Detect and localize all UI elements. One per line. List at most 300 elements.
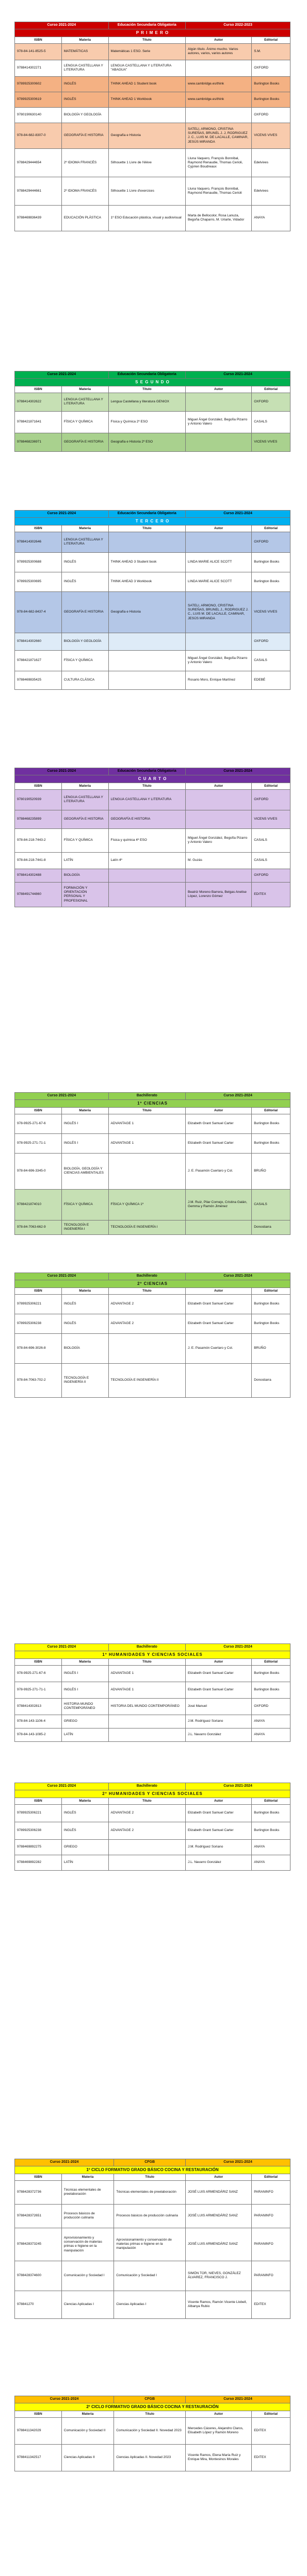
- col-editorial: Editorial: [252, 1107, 290, 1114]
- table-row: [15, 650, 290, 671]
- stage-label: CFGB: [114, 2159, 186, 2166]
- course-title: P R I M E R O: [15, 29, 290, 37]
- col-materia: Materia: [61, 1658, 108, 1665]
- editorial-cell: OXFORD: [252, 633, 290, 650]
- curso-right: Curso 2021-2024: [186, 2396, 290, 2403]
- editorial-cell: EDITEX: [252, 2417, 290, 2444]
- titulo-cell: ADVANTAGE 2: [108, 1822, 186, 1839]
- materia-cell: LATÍN: [61, 1855, 108, 1870]
- table-row: [15, 2444, 290, 2471]
- table-row: [15, 1220, 290, 1234]
- editorial-cell: Burlington Books: [252, 1114, 290, 1133]
- section-primero: [14, 22, 290, 231]
- books-table-tercero: [14, 510, 290, 690]
- col-titulo: Título: [114, 2174, 186, 2180]
- col-isbn: ISBN: [15, 1287, 62, 1294]
- materia-cell: INGLÉS: [61, 92, 108, 107]
- editorial-cell: PARANINFO: [252, 2261, 290, 2291]
- autor-cell: Mercedes Cáceres, Alejandro Claros, Elisabeth López y Ramón Moreno: [186, 2417, 252, 2444]
- titulo-cell: [108, 650, 186, 671]
- col-materia: Materia: [61, 525, 108, 532]
- col-materia: Materia: [61, 1287, 108, 1294]
- autor-cell: Elizabeth Grant Samuel Carter: [186, 1314, 252, 1333]
- materia-cell: LENGUA CASTELLANA Y LITERATURA: [61, 393, 108, 411]
- col-autor: Autor: [186, 37, 252, 43]
- autor-cell: [186, 869, 252, 882]
- titulo-cell: ADVANTAGE 1: [108, 1133, 186, 1153]
- isbn-cell: 9788428372651: [15, 2204, 62, 2228]
- autor-cell: JOSÉ LUIS ARMENDÁRIZ SANZ: [186, 2204, 252, 2228]
- col-editorial: Editorial: [252, 1658, 290, 1665]
- col-materia: Materia: [61, 1798, 108, 1804]
- col-isbn: ISBN: [15, 386, 62, 393]
- col-titulo: Título: [108, 1658, 186, 1665]
- titulo-cell: [108, 633, 186, 650]
- autor-cell: Marta de Bellocolor, Rosa Lanuza, Begoña Chaparro, M. Uriarte, Vidador: [186, 205, 252, 231]
- titulo-cell: Comunicación y Sociedad I: [114, 2261, 186, 2291]
- autor-cell: SIMÓN TOR, NIEVES, GONZÁLEZ ÁLVAREZ, FRANCISCO J.: [186, 2261, 252, 2291]
- table-row: [15, 2228, 290, 2261]
- editorial-cell: VICENS VIVES: [252, 123, 290, 148]
- materia-cell: INGLÉS: [61, 552, 108, 572]
- autor-cell: [186, 433, 252, 451]
- books-table-cfgb2: [14, 2396, 290, 2471]
- col-materia: Materia: [61, 2174, 114, 2180]
- materia-cell: Procesos básicos de producción culinaria: [61, 2204, 114, 2228]
- col-titulo: Título: [108, 525, 186, 532]
- col-titulo: Título: [108, 1798, 186, 1804]
- autor-cell: [186, 60, 252, 76]
- col-titulo: Título: [108, 37, 186, 43]
- col-autor: Autor: [186, 783, 252, 789]
- curso-left: Curso 2021-2024: [15, 1273, 109, 1280]
- col-titulo: Título: [108, 783, 186, 789]
- table-row: [15, 1153, 290, 1189]
- titulo-cell: Física y Química 2º ESO: [108, 411, 186, 433]
- titulo-cell: 1º ESO Educación plástica, visual y audiovisual: [108, 205, 186, 231]
- materia-cell: 2º IDIOMA FRANCÉS: [61, 148, 108, 177]
- table-row: [15, 2261, 290, 2291]
- isbn-cell: 978-84-7063-702-2: [15, 1363, 62, 1397]
- col-isbn: ISBN: [15, 2411, 62, 2417]
- isbn-cell: 978-9925-271-71-1: [15, 1682, 62, 1698]
- table-row: [15, 882, 290, 907]
- table-row: [15, 205, 290, 231]
- materia-cell: INGLÉS: [61, 76, 108, 92]
- stage-label: Educación Secundaria Obligatoria: [108, 768, 186, 775]
- materia-cell: INGLÉS: [61, 572, 108, 591]
- editorial-cell: VICENS VIVES: [252, 433, 290, 451]
- materia-cell: BIOLOGÍA, GEOLOGÍA Y CIENCIAS AMBIENTALES: [61, 1153, 108, 1189]
- autor-cell: Vicente Ramos, Elena María Ruiz y Enrique Mira, Montesinos Morales: [186, 2444, 252, 2471]
- section-hum2: [14, 1783, 290, 1871]
- table-row: [15, 1682, 290, 1698]
- curso-left: Curso 2021-2024: [15, 22, 109, 29]
- editorial-cell: Burlington Books: [252, 1804, 290, 1822]
- autor-cell: SATELI, ARMONO, CRISTINA SUREÑAS, BRUNEL J., RODRIGUEZ J. C., LUIS M. DE LACALLE, CAMINAR, JESÚS MIRANDA: [186, 591, 252, 633]
- autor-cell: [186, 532, 252, 552]
- editorial-cell: CASALS: [252, 650, 290, 671]
- section-tercero: [14, 510, 290, 690]
- autor-cell: [186, 1363, 252, 1397]
- materia-cell: LENGUA CASTELLANA Y LITERATURA: [61, 789, 108, 810]
- materia-cell: Comunicación y Sociedad I: [61, 2261, 114, 2291]
- isbn-cell: 9788429444661: [15, 177, 62, 205]
- editorial-cell: Burlington Books: [252, 1665, 290, 1682]
- isbn-cell: 9788414302488: [15, 869, 62, 882]
- curso-right: Curso 2022-2023: [186, 22, 290, 29]
- titulo-cell: [108, 1728, 186, 1741]
- col-materia: Materia: [61, 1107, 108, 1114]
- col-editorial: Editorial: [252, 1287, 290, 1294]
- col-isbn: ISBN: [15, 2174, 62, 2180]
- editorial-cell: CASALS: [252, 852, 290, 869]
- table-row: [15, 1665, 290, 1682]
- autor-cell: Elizabeth Grant Samuel Carter: [186, 1665, 252, 1682]
- materia-cell: GEOGRAFÍA E HISTORIA: [61, 123, 108, 148]
- titulo-cell: Latín 4º: [108, 852, 186, 869]
- editorial-cell: ANAYA: [252, 1728, 290, 1741]
- editorial-cell: Donostiarra: [252, 1220, 290, 1234]
- section-bach2-ciencias: [14, 1273, 290, 1398]
- isbn-cell: 978-9925-271-67-6: [15, 1114, 62, 1133]
- course-title: 1º CIENCIAS: [15, 1099, 290, 1107]
- materia-cell: LENGUA CASTELLANA Y LITERATURA: [61, 532, 108, 552]
- curso-right: Curso 2021-2024: [186, 1273, 290, 1280]
- col-editorial: Editorial: [252, 2411, 290, 2417]
- table-row: [15, 852, 290, 869]
- table-row: [15, 1114, 290, 1133]
- editorial-cell: Edelvives: [252, 148, 290, 177]
- editorial-cell: EDITEX: [252, 2444, 290, 2471]
- isbn-cell: 9789925306221: [15, 1804, 62, 1822]
- table-row: [15, 148, 290, 177]
- isbn-cell: 978-84-141-8525-5: [15, 43, 62, 60]
- curso-left: Curso 2021-2024: [15, 511, 109, 518]
- titulo-cell: Matemáticas 1 ESO. Serie: [108, 43, 186, 60]
- titulo-cell: Procesos básicos de producción culinaria: [114, 2204, 186, 2228]
- table-row: [15, 43, 290, 60]
- col-isbn: ISBN: [15, 1658, 62, 1665]
- editorial-cell: EDITEX: [252, 882, 290, 907]
- editorial-cell: VICENS VIVES: [252, 591, 290, 633]
- stage-label: Educación Secundaria Obligatoria: [108, 511, 186, 518]
- autor-cell: J. E. Pasamón Cuerlaro y Col.: [186, 1333, 252, 1363]
- table-row: [15, 177, 290, 205]
- isbn-cell: 978-84-696-3026-8: [15, 1333, 62, 1363]
- col-editorial: Editorial: [252, 386, 290, 393]
- table-row: [15, 60, 290, 76]
- autor-cell: [186, 810, 252, 828]
- isbn-cell: 9788411342517: [15, 2444, 62, 2471]
- materia-cell: GEOGRAFÍA E HISTORIA: [61, 433, 108, 451]
- materia-cell: GRIEGO: [61, 1715, 108, 1728]
- autor-cell: JOSÉ LUIS ARMENDÁRIZ SANZ: [186, 2228, 252, 2261]
- materia-cell: BIOLOGÍA Y GEOLOGÍA: [61, 107, 108, 123]
- col-autor: Autor: [186, 525, 252, 532]
- titulo-cell: ADVANTAGE 1: [108, 1682, 186, 1698]
- editorial-cell: Burlington Books: [252, 1314, 290, 1333]
- course-title: 1º HUMANIDADES Y CIENCIAS SOCIALES: [15, 1651, 290, 1658]
- titulo-cell: [108, 107, 186, 123]
- materia-cell: LATÍN: [61, 1728, 108, 1741]
- autor-cell: LINDA MARIE ALICE SCOTT: [186, 572, 252, 591]
- autor-cell: [186, 393, 252, 411]
- materia-cell: INGLÉS I: [61, 1665, 108, 1682]
- titulo-cell: Ciencias Aplicadas I: [114, 2291, 186, 2318]
- books-table-bach2: [14, 1273, 290, 1398]
- autor-cell: Miguel Ángel González, Begoña Pizarro y Antonio Valero: [186, 411, 252, 433]
- isbn-cell: 978-84-143-1106-4: [15, 1715, 62, 1728]
- autor-cell: www.cambridge.es/think: [186, 92, 252, 107]
- autor-cell: Elizabeth Grant Samuel Carter: [186, 1133, 252, 1153]
- curso-right: Curso 2021-2024: [186, 768, 290, 775]
- autor-cell: Miguel Ángel González, Begoña Pizarro y Antonio Valero: [186, 650, 252, 671]
- editorial-cell: OXFORD: [252, 393, 290, 411]
- editorial-cell: OXFORD: [252, 869, 290, 882]
- editorial-cell: EDEBÉ: [252, 671, 290, 689]
- titulo-cell: Geografía e Historia: [108, 591, 186, 633]
- table-row: [15, 1855, 290, 1870]
- table-row: [15, 633, 290, 650]
- curso-right: Curso 2021-2024: [186, 1644, 290, 1651]
- isbn-cell: 9788469835425: [15, 671, 62, 689]
- isbn-cell: 9788468236971: [15, 433, 62, 451]
- editorial-cell: VICENS VIVES: [252, 810, 290, 828]
- autor-cell: J.L. Navarro González: [186, 1728, 252, 1741]
- materia-cell: INGLÉS: [61, 1294, 108, 1314]
- isbn-cell: 9788421874010: [15, 1189, 62, 1220]
- titulo-cell: [108, 1715, 186, 1728]
- books-table-bach1: [14, 1092, 290, 1235]
- col-materia: Materia: [61, 37, 108, 43]
- autor-cell: [186, 1220, 252, 1234]
- editorial-cell: Burlington Books: [252, 1682, 290, 1698]
- section-hum1: [14, 1643, 290, 1742]
- col-autor: Autor: [186, 1658, 252, 1665]
- col-editorial: Editorial: [252, 1798, 290, 1804]
- titulo-cell: ADVANTAGE 1: [108, 1665, 186, 1682]
- titulo-cell: LENGUA CASTELLANA Y LITERATURA: [108, 789, 186, 810]
- materia-cell: Comunicación y Sociedad II: [61, 2417, 114, 2444]
- autor-cell: José Manuel: [186, 1698, 252, 1715]
- isbn-cell: 9788414302813: [15, 1698, 62, 1715]
- editorial-cell: CASALS: [252, 411, 290, 433]
- editorial-cell: Burlington Books: [252, 572, 290, 591]
- table-row: [15, 123, 290, 148]
- table-row: [15, 1715, 290, 1728]
- isbn-cell: 978-84-218-7441-8: [15, 852, 62, 869]
- table-row: [15, 1333, 290, 1363]
- titulo-cell: [108, 1333, 186, 1363]
- editorial-cell: Burlington Books: [252, 1294, 290, 1314]
- materia-cell: LATÍN: [61, 852, 108, 869]
- materia-cell: MATEMÁTICAS: [61, 43, 108, 60]
- editorial-cell: CASALS: [252, 828, 290, 852]
- materia-cell: INGLÉS: [61, 1804, 108, 1822]
- table-row: [15, 2291, 290, 2318]
- table-row: [15, 532, 290, 552]
- isbn-cell: 978-84-682-8307-0: [15, 123, 62, 148]
- materia-cell: FORMACIÓN Y ORIENTACIÓN PERSONAL Y PROFESIONAL: [61, 882, 108, 907]
- materia-cell: Ciencias Aplicadas I: [61, 2291, 114, 2318]
- col-autor: Autor: [186, 386, 252, 393]
- isbn-cell: 9788469892275: [15, 1839, 62, 1855]
- titulo-cell: Geografía e Historia: [108, 123, 186, 148]
- autor-cell: J.M. Ruiz, Pilar Cornejo, Cristina Galán, Gemma y Ramón Jiménez: [186, 1189, 252, 1220]
- table-row: [15, 1839, 290, 1855]
- materia-cell: FÍSICA Y QUÍMICA: [61, 411, 108, 433]
- stage-label: Educación Secundaria Obligatoria: [108, 22, 186, 29]
- isbn-cell: 9789925300688: [15, 552, 62, 572]
- titulo-cell: Física y química 4º ESO: [108, 828, 186, 852]
- titulo-cell: TECNOLOGÍA E INGENIERÍA I: [108, 1220, 186, 1234]
- curso-right: Curso 2021-2024: [186, 1093, 290, 1100]
- editorial-cell: Burlington Books: [252, 76, 290, 92]
- col-materia: Materia: [61, 2411, 114, 2417]
- isbn-cell: 9788414302646: [15, 532, 62, 552]
- isbn-cell: 9788421871627: [15, 650, 62, 671]
- table-row: [15, 76, 290, 92]
- materia-cell: Aprovisionamiento y conservación de materias primas e higiene en la manipulación: [61, 2228, 114, 2261]
- materia-cell: Técnicas elementales de preelaboración: [61, 2180, 114, 2204]
- materia-cell: GRIEGO: [61, 1839, 108, 1855]
- stage-label: Bachillerato: [108, 1273, 186, 1280]
- course-title: 1º CICLO FORMATIVO GRADO BÁSICO COCINA Y RESTAURACIÓN: [15, 2166, 290, 2174]
- titulo-cell: [108, 671, 186, 689]
- editorial-cell: OXFORD: [252, 60, 290, 76]
- section-cfgb2: [14, 2396, 290, 2471]
- table-row: [15, 789, 290, 810]
- col-materia: Materia: [61, 386, 108, 393]
- titulo-cell: [108, 1855, 186, 1870]
- autor-cell: LINDA MARIE ALICE SCOTT: [186, 552, 252, 572]
- course-title: C U A R T O: [15, 775, 290, 783]
- col-autor: Autor: [186, 1287, 252, 1294]
- section-cuarto: [14, 768, 290, 907]
- titulo-cell: Técnicas elementales de preelaboración: [114, 2180, 186, 2204]
- autor-cell: Vicente Ramos, Ramón Vicente Llobell, Albanya Rubio: [186, 2291, 252, 2318]
- curso-right: Curso 2021-2024: [186, 511, 290, 518]
- isbn-cell: 9789925306221: [15, 1294, 62, 1314]
- materia-cell: CULTURA CLÁSICA: [61, 671, 108, 689]
- titulo-cell: Silhouette 1 Livre de l'élève: [108, 148, 186, 177]
- isbn-cell: 9788469836439: [15, 205, 62, 231]
- table-row: [15, 810, 290, 828]
- table-row: [15, 1189, 290, 1220]
- autor-cell: Elizabeth Grant Samuel Carter: [186, 1114, 252, 1133]
- table-row: [15, 1728, 290, 1741]
- materia-cell: INGLÉS: [61, 1822, 108, 1839]
- isbn-cell: 9789925300602: [15, 76, 62, 92]
- materia-cell: INGLÉS I: [61, 1133, 108, 1153]
- books-table-hum2: [14, 1783, 290, 1871]
- course-title: 2º HUMANIDADES Y CIENCIAS SOCIALES: [15, 1790, 290, 1798]
- col-autor: Autor: [186, 2174, 252, 2180]
- isbn-cell: 9788421871641: [15, 411, 62, 433]
- autor-cell: Elizabeth Grant Samuel Carter: [186, 1804, 252, 1822]
- materia-cell: GEOGRAFÍA E HISTORIA: [61, 810, 108, 828]
- isbn-cell: 9788414302622: [15, 393, 62, 411]
- section-cfgb1: [14, 2159, 290, 2319]
- isbn-cell: 978-84-143-1085-2: [15, 1728, 62, 1741]
- isbn-cell: 978-9925-271-67-6: [15, 1665, 62, 1682]
- editorial-cell: ANAYA: [252, 1715, 290, 1728]
- materia-cell: BIOLOGÍA: [61, 869, 108, 882]
- table-row: [15, 1822, 290, 1839]
- isbn-cell: 9780190630140: [15, 107, 62, 123]
- table-row: [15, 1294, 290, 1314]
- materia-cell: HISTORIA MUNDO CONTEMPORÁNEO: [61, 1698, 108, 1715]
- titulo-cell: [108, 869, 186, 882]
- autor-cell: [186, 633, 252, 650]
- curso-right: Curso 2021-2024: [186, 371, 290, 379]
- titulo-cell: Geografía e Historia 2º ESO: [108, 433, 186, 451]
- table-row: [15, 828, 290, 852]
- titulo-cell: THINK AHEAD 1 Student book: [108, 76, 186, 92]
- autor-cell: JOSÉ LUIS ARMENDÁRIZ SANZ: [186, 2180, 252, 2204]
- autor-cell: Lluna Vaquero, François Bonnibal, Raymond Renaudie, Thomas Cerioli, Cyprien Boudreaux: [186, 148, 252, 177]
- titulo-cell: Lengua Castellana y literatura GENIOX: [108, 393, 186, 411]
- books-table-cuarto: [14, 768, 290, 907]
- stage-label: Bachillerato: [108, 1093, 186, 1100]
- titulo-cell: Ciencias Aplicadas II. Novedad 2023: [114, 2444, 186, 2471]
- titulo-cell: GEOGRAFÍA E HISTORIA: [108, 810, 186, 828]
- editorial-cell: EDITEX: [252, 2291, 290, 2318]
- isbn-cell: 978-84-218-7443-2: [15, 828, 62, 852]
- titulo-cell: Comunicación y Sociedad II. Novedad 2023: [114, 2417, 186, 2444]
- table-row: [15, 572, 290, 591]
- materia-cell: 2º IDIOMA FRANCÉS: [61, 177, 108, 205]
- titulo-cell: THINK AHEAD 1 Workbook: [108, 92, 186, 107]
- materia-cell: FÍSICA Y QUÍMICA: [61, 828, 108, 852]
- table-row: [15, 92, 290, 107]
- stage-label: CFGB: [114, 2396, 186, 2403]
- isbn-cell: 978-84-7063-662-9: [15, 1220, 62, 1234]
- autor-cell: Algún título. Ánimo mucho. Varios autores, varios, varios autores: [186, 43, 252, 60]
- curso-left: Curso 2021-2024: [15, 1644, 109, 1651]
- editorial-cell: BRUÑO: [252, 1153, 290, 1189]
- titulo-cell: ADVANTAGE 2: [108, 1294, 186, 1314]
- materia-cell: TECNOLOGÍA E INGENIERÍA I: [61, 1220, 108, 1234]
- isbn-cell: 9789925300619: [15, 92, 62, 107]
- col-isbn: ISBN: [15, 37, 62, 43]
- table-row: [15, 433, 290, 451]
- col-titulo: Título: [114, 2411, 186, 2417]
- col-isbn: ISBN: [15, 1107, 62, 1114]
- autor-cell: Miguel Ángel González, Begoña Pizarro y Antonio Valero: [186, 828, 252, 852]
- isbn-cell: 9788428373245: [15, 2228, 62, 2261]
- autor-cell: J.M. Rodríguez Soriano: [186, 1839, 252, 1855]
- materia-cell: INGLÉS I: [61, 1682, 108, 1698]
- autor-cell: [186, 789, 252, 810]
- table-row: [15, 107, 290, 123]
- titulo-cell: THINK AHEAD 3 Student book: [108, 552, 186, 572]
- col-editorial: Editorial: [252, 783, 290, 789]
- isbn-cell: 9788414302660: [15, 633, 62, 650]
- stage-label: Bachillerato: [108, 1644, 186, 1651]
- autor-cell: Lluna Vaquero, François Bonnibal, Raymond Renaudie, Thomas Cerioli: [186, 177, 252, 205]
- isbn-cell: 978-84-682-8437-4: [15, 591, 62, 633]
- course-title: S E G U N D O: [15, 378, 290, 386]
- titulo-cell: ADVANTAGE 1: [108, 1114, 186, 1133]
- col-editorial: Editorial: [252, 525, 290, 532]
- materia-cell: EDUCACIÓN PLÁSTICA: [61, 205, 108, 231]
- editorial-cell: OXFORD: [252, 789, 290, 810]
- editorial-cell: CASALS: [252, 1189, 290, 1220]
- materia-cell: INGLÉS: [61, 1314, 108, 1333]
- col-editorial: Editorial: [252, 37, 290, 43]
